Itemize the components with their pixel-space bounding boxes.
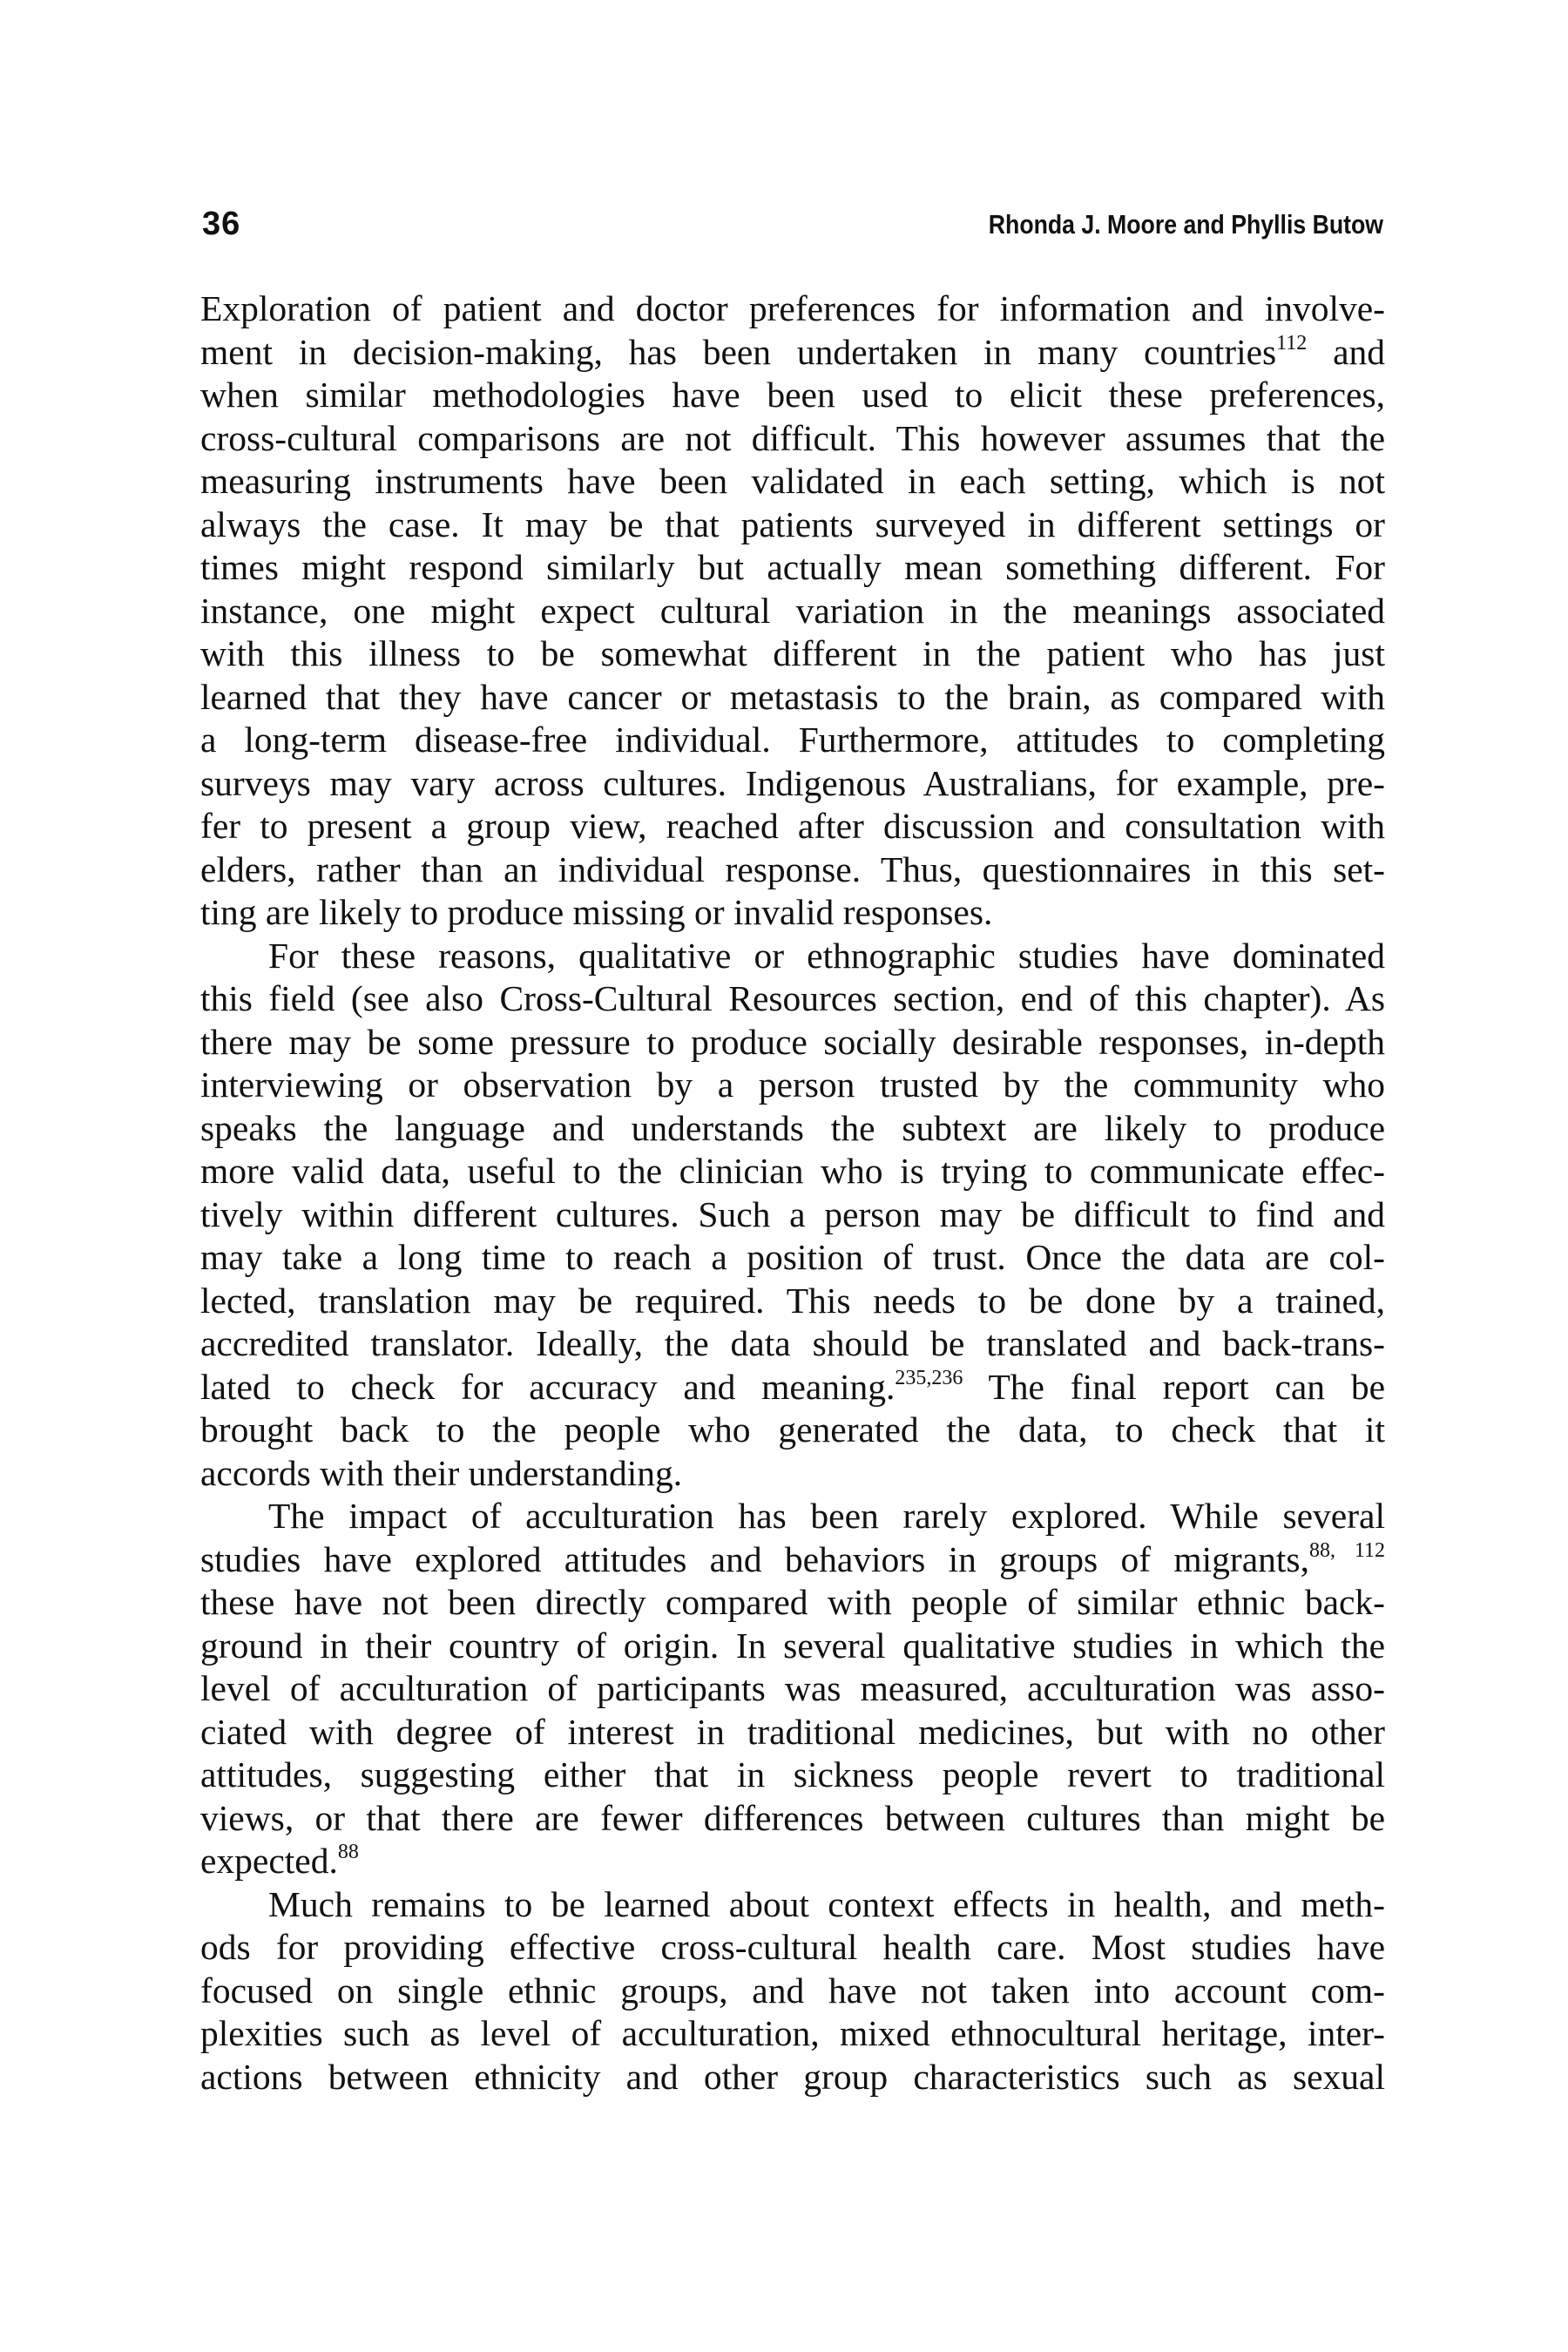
line-text: attitudes, suggesting either that in sickness people revert to traditional	[200, 1754, 1385, 1794]
line-text: interviewing or observation by a person trusted by the community who	[200, 1064, 1385, 1105]
line-text: level of acculturation of participants was measured, acculturation was asso-	[200, 1668, 1385, 1708]
body-text	[200, 287, 1385, 2099]
text-line	[200, 1107, 1385, 1151]
line-text: studies have explored attitudes and behaviors in groups of migrants,	[200, 1538, 1309, 1579]
text-line	[200, 1625, 1385, 1668]
line-text: accredited translator. Ideally, the data should be translated and back-trans-	[200, 1323, 1385, 1363]
text-line	[200, 1322, 1385, 1366]
text-line	[200, 417, 1385, 461]
text-line	[200, 935, 1385, 978]
text-line	[200, 1883, 1385, 1927]
text-line	[200, 719, 1385, 762]
line-text: when similar methodologies have been used to elicit these preferences,	[200, 375, 1385, 415]
running-head	[202, 206, 1383, 249]
line-text: instance, one might expect cultural variation in the meanings associated	[200, 590, 1385, 631]
text-line	[200, 762, 1385, 806]
line-text: For these reasons, qualitative or ethnographic studies have dominated	[268, 935, 1385, 976]
page-number: 36	[202, 206, 241, 242]
citation-superscript: 88, 112	[1308, 1538, 1386, 1562]
line-text-after-citation: and	[1307, 331, 1385, 372]
line-text: accords with their understanding.	[200, 1452, 683, 1493]
line-text: expected.	[200, 1841, 338, 1881]
line-text: focused on single ethnic groups, and have not taken into account com-	[200, 1970, 1385, 2011]
text-line	[200, 1754, 1385, 1797]
line-text: Exploration of patient and doctor preferences for information and involve-	[200, 288, 1385, 328]
text-line	[200, 1495, 1385, 1538]
text-line	[200, 676, 1385, 720]
text-line	[200, 1538, 1385, 1582]
text-line	[200, 504, 1385, 547]
text-line	[200, 891, 1385, 935]
text-line	[200, 460, 1385, 504]
text-line	[200, 2056, 1385, 2099]
line-text: learned that they have cancer or metastasis to the brain, as compared with	[200, 676, 1385, 717]
line-text: ting are likely to produce missing or invalid responses.	[200, 892, 993, 932]
paragraph	[200, 935, 1385, 1496]
text-line	[200, 1150, 1385, 1193]
paragraph	[200, 1495, 1385, 1883]
line-text: may take a long time to reach a position of trust. Once the data are col-	[200, 1237, 1385, 1277]
text-line	[200, 374, 1385, 417]
paragraph	[200, 1883, 1385, 2099]
line-text: lected, translation may be required. This needs to be done by a trained,	[200, 1280, 1385, 1321]
line-text: brought back to the people who generated the data, to check that it	[200, 1409, 1385, 1450]
line-text: fer to present a group view, reached after discussion and consultation with	[200, 806, 1385, 846]
text-line	[200, 1366, 1385, 1409]
line-text: with this illness to be somewhat different in the patient who has just	[200, 633, 1385, 673]
line-text: ground in their country of origin. In several qualitative studies in which the	[200, 1625, 1385, 1666]
line-text: The impact of acculturation has been rarely explored. While several	[268, 1496, 1385, 1536]
line-text: ciated with degree of interest in traditional medicines, but with no other	[200, 1711, 1385, 1752]
line-text: cross-cultural comparisons are not difficult. This however assumes that the	[200, 417, 1385, 458]
text-line	[200, 632, 1385, 676]
text-line	[200, 1236, 1385, 1280]
line-text: surveys may vary across cultures. Indigenous Australians, for example, pre-	[200, 762, 1385, 803]
line-text: there may be some pressure to produce socially desirable responses, in-depth	[200, 1021, 1385, 1062]
citation-superscript: 112	[1276, 331, 1308, 355]
line-text: ment in decision-making, has been undertaken in many countries	[200, 331, 1277, 372]
text-line	[200, 287, 1385, 331]
line-text: Much remains to be learned about context effects in health, and meth-	[268, 1883, 1385, 1924]
text-line	[200, 977, 1385, 1021]
text-line	[200, 590, 1385, 633]
line-text-after-citation: The final report can be	[963, 1366, 1385, 1407]
line-text: tively within different cultures. Such a person may be difficult to find and	[200, 1193, 1385, 1234]
paragraph	[200, 287, 1385, 935]
text-line	[200, 1409, 1385, 1452]
text-line	[200, 1581, 1385, 1625]
text-line	[200, 1064, 1385, 1107]
text-line	[200, 331, 1385, 375]
line-text: always the case. It may be that patients surveyed in different settings or	[200, 504, 1385, 544]
line-text: speaks the language and understands the subtext are likely to produce	[200, 1107, 1385, 1148]
text-line	[200, 1926, 1385, 1970]
text-line	[200, 1280, 1385, 1323]
line-text: a long-term disease-free individual. Furthermore, attitudes to completing	[200, 720, 1385, 760]
line-text: measuring instruments have been validated in each setting, which is not	[200, 461, 1385, 501]
text-line	[200, 1193, 1385, 1237]
text-line	[200, 2012, 1385, 2056]
line-text: views, or that there are fewer differences between cultures than might be	[200, 1797, 1385, 1838]
text-line	[200, 848, 1385, 892]
line-text: elders, rather than an individual response. Thus, questionnaires in this set-	[200, 848, 1385, 889]
line-text: actions between ethnicity and other group characteristics such as sexual	[200, 2056, 1385, 2097]
text-line	[200, 1797, 1385, 1841]
running-head-authors: Rhonda J. Moore and Phyllis Butow	[988, 209, 1383, 240]
line-text: these have not been directly compared with people of similar ethnic back-	[200, 1582, 1385, 1622]
line-text: this field (see also Cross-Cultural Resources section, end of this chapter). As	[200, 978, 1385, 1018]
line-text: lated to check for accuracy and meaning.	[200, 1366, 896, 1407]
text-line	[200, 1840, 1385, 1883]
citation-superscript: 235,236	[895, 1366, 963, 1389]
line-text: times might respond similarly but actually mean something different. For	[200, 547, 1385, 587]
text-line	[200, 1970, 1385, 2013]
text-line	[200, 805, 1385, 848]
text-line	[200, 1667, 1385, 1711]
text-line	[200, 1021, 1385, 1064]
citation-superscript: 88	[337, 1841, 359, 1863]
line-text: more valid data, useful to the clinician who is trying to communicate effec-	[200, 1151, 1385, 1191]
text-line	[200, 1452, 1385, 1496]
line-text: ods for providing effective cross-cultural health care. Most studies have	[200, 1927, 1385, 1967]
text-line	[200, 1711, 1385, 1754]
text-line	[200, 546, 1385, 590]
line-text: plexities such as level of acculturation, mixed ethnocultural heritage, inter-	[200, 2013, 1385, 2053]
